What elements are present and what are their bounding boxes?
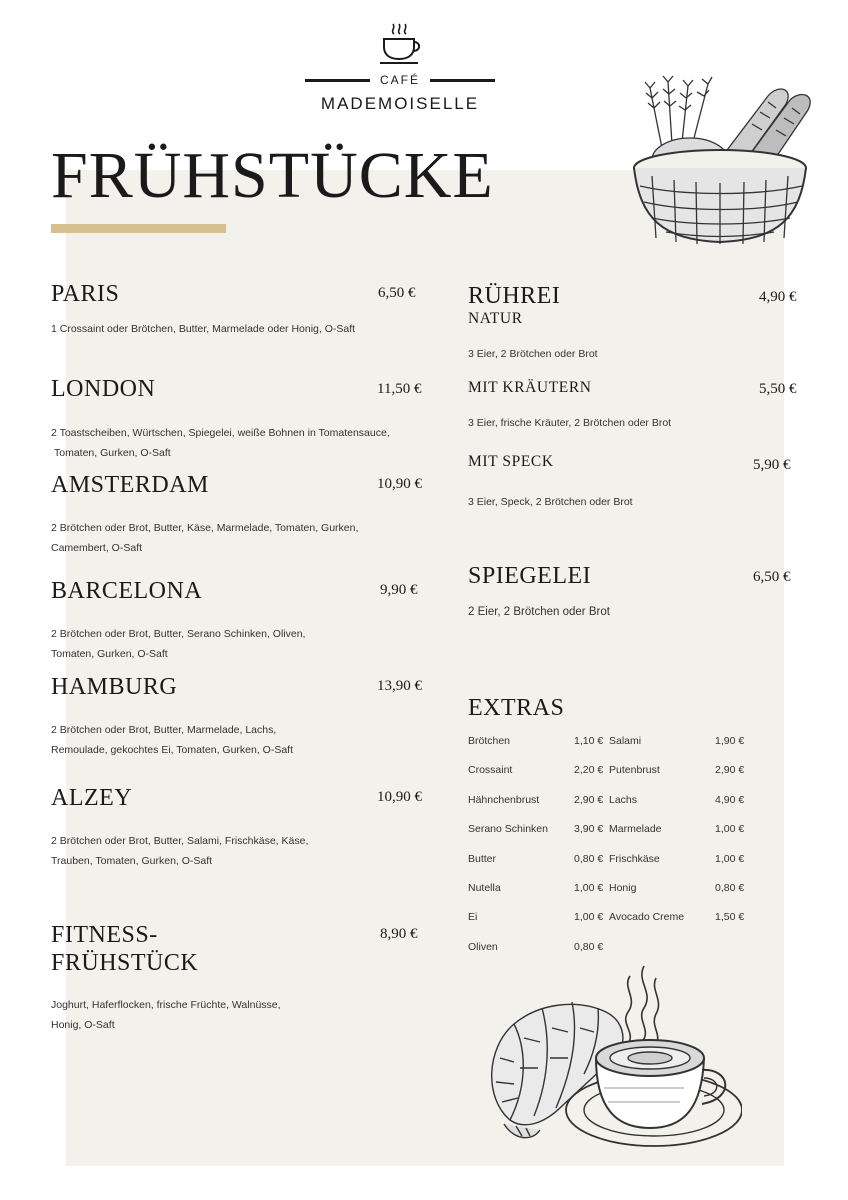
item-desc-line: Remoulade, gekochtes Ei, Tomaten, Gurken, O-Saft (51, 744, 294, 756)
page-title: FRÜHSTÜCKE (51, 139, 494, 212)
croissant-coffee-illustration (480, 958, 742, 1168)
extras-item-price: 2,90 € (574, 793, 604, 806)
item-desc-hamburg (51, 720, 431, 760)
ruehrei-variant-speck-desc: 3 Eier, Speck, 2 Brötchen oder Brot (468, 496, 633, 508)
ruehrei-sub-natur: NATUR (468, 310, 523, 327)
item-name-line: FRÜHSTÜCK (51, 949, 199, 976)
item-price-ruehrei: 4,90 € (759, 289, 797, 305)
extras-item-name: Ei (468, 911, 478, 924)
extras-item-name: Avocado Creme (609, 911, 685, 924)
item-price-fitness: 8,90 € (380, 926, 418, 942)
item-desc-line: Honig, O-Saft (51, 1019, 115, 1031)
item-desc-line: Trauben, Tomaten, Gurken, O-Saft (51, 855, 213, 867)
extras-item-name: Marmelade (609, 823, 662, 836)
item-desc-line: Tomaten, Gurken, O-Saft (51, 648, 168, 660)
item-name-line: FITNESS- (51, 922, 158, 948)
item-price-london: 11,50 € (377, 381, 422, 397)
item-desc-line: 1 Crossaint oder Brötchen, Butter, Marmelade oder Honig, O-Saft (51, 323, 356, 335)
extras-item-name: Salami (609, 735, 642, 747)
extras-item-price: 1,90 € (715, 735, 745, 747)
ruehrei-desc-natur: 3 Eier, 2 Brötchen oder Brot (468, 348, 598, 360)
ruehrei-variant-kraeutern: MIT KRÄUTERN (468, 379, 592, 396)
item-desc-amsterdam (51, 518, 431, 558)
extras-item-name: Nutella (468, 882, 501, 894)
extras-item-price: 1,00 € (574, 911, 604, 924)
item-name-ruehrei: RÜHREI (468, 283, 561, 309)
extras-item-name: Butter (468, 852, 497, 865)
item-desc-line: Tomaten, Gurken, O-Saft (54, 447, 171, 459)
extras-item-name: Frischkäse (609, 852, 660, 865)
extras-item-price: 0,80 € (715, 882, 745, 894)
item-desc-line: 2 Brötchen oder Brot, Butter, Salami, Frischkäse, Käse, (51, 835, 309, 847)
extras-item-price: 0,80 € (574, 940, 604, 953)
logo-brand-text: MADEMOISELLE (320, 94, 480, 113)
extras-title: EXTRAS (468, 695, 565, 721)
extras-item-name: Putenbrust (609, 764, 660, 777)
item-desc-paris (51, 319, 431, 339)
extras-item-price: 1,50 € (715, 911, 745, 924)
item-name-barcelona: BARCELONA (51, 578, 203, 604)
item-price-spiegelei: 6,50 € (753, 569, 791, 585)
item-desc-line: 2 Toastscheiben, Würtschen, Spiegelei, weiße Bohnen in Tomatensauce, (51, 427, 390, 439)
extras-item-name: Serano Schinken (468, 823, 548, 836)
extras-item-price: 3,90 € (574, 823, 604, 836)
logo-rule-right (430, 79, 495, 82)
item-desc-spiegelei: 2 Eier, 2 Brötchen oder Brot (468, 606, 610, 618)
ruehrei-variant-kraeutern-desc: 3 Eier, frische Kräuter, 2 Brötchen oder Brot (468, 417, 672, 429)
item-price-paris: 6,50 € (378, 285, 416, 301)
item-desc-barcelona (51, 624, 431, 664)
item-desc-line: Joghurt, Haferflocken, frische Früchte, Walnüsse, (51, 999, 281, 1011)
extras-item-price: 2,20 € (574, 764, 604, 777)
item-name-hamburg: HAMBURG (51, 674, 178, 700)
extras-item-name: Brötchen (468, 735, 511, 747)
ruehrei-variant-speck: MIT SPECK (468, 453, 554, 470)
extras-item-price: 2,90 € (715, 764, 745, 777)
coffee-cup-icon (377, 22, 423, 66)
logo-rule-left (305, 79, 370, 82)
extras-item-price: 0,80 € (574, 852, 604, 865)
extras-item-name: Lachs (609, 793, 638, 806)
extras-item-name: Oliven (468, 940, 498, 953)
extras-item-price: 4,90 € (715, 793, 745, 806)
item-price-hamburg: 13,90 € (377, 678, 422, 694)
extras-item-price: 1,00 € (574, 882, 604, 894)
extras-item-name: Hähnchenbrust (468, 793, 540, 806)
extras-item-price: 1,00 € (715, 852, 745, 865)
extras-item-price: 1,00 € (715, 823, 745, 836)
item-price-amsterdam: 10,90 € (377, 476, 422, 492)
item-price-barcelona: 9,90 € (380, 582, 418, 598)
item-desc-line: 2 Brötchen oder Brot, Butter, Marmelade, Lachs, (51, 724, 277, 736)
extras-item-name: Honig (609, 882, 637, 894)
logo-cafe-text: CAFÉ (379, 73, 420, 87)
item-desc-alzey (51, 831, 431, 871)
title-accent-bar (51, 224, 226, 233)
extras-item-price: 1,10 € (574, 735, 604, 747)
ruehrei-variant-kraeutern-price: 5,50 € (759, 381, 797, 397)
item-name-amsterdam: AMSTERDAM (51, 472, 209, 498)
item-name-london: LONDON (51, 376, 156, 402)
item-desc-fitness (51, 995, 431, 1035)
item-desc-line: Camembert, O-Saft (51, 542, 143, 554)
item-desc-london (51, 423, 431, 463)
item-desc-line: 2 Brötchen oder Brot, Butter, Käse, Marmelade, Tomaten, Gurken, (51, 522, 359, 534)
item-price-alzey: 10,90 € (377, 789, 422, 805)
ruehrei-variant-speck-price: 5,90 € (753, 457, 791, 473)
item-name-spiegelei: SPIEGELEI (468, 563, 592, 589)
bread-basket-illustration (622, 68, 818, 250)
item-name-paris: PARIS (51, 281, 120, 307)
item-desc-line: 2 Brötchen oder Brot, Butter, Serano Schinken, Oliven, (51, 628, 306, 640)
extras-item-name: Crossaint (468, 764, 513, 777)
item-name-fitness (51, 922, 198, 977)
item-name-alzey: ALZEY (51, 785, 133, 811)
